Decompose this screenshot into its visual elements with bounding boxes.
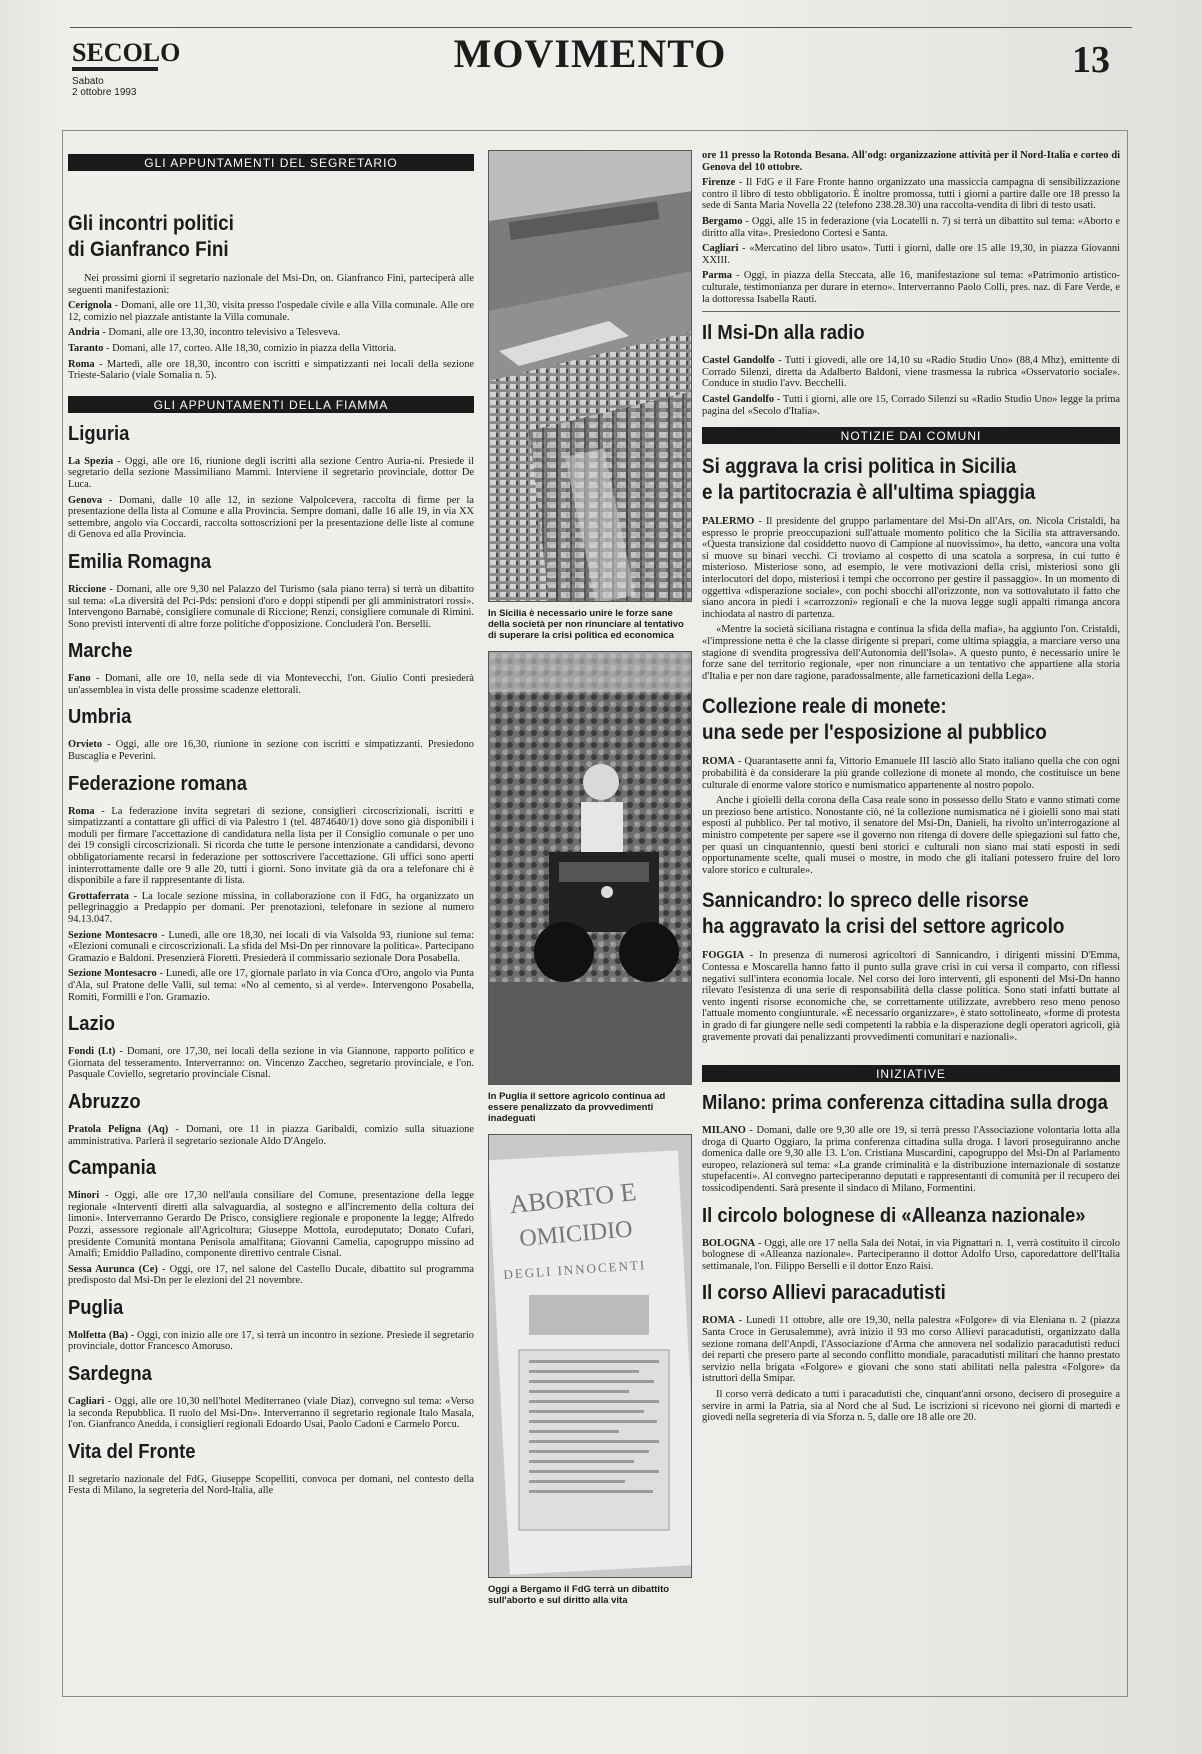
region-appointment-place: Genova [68,494,103,506]
milano-text: - Domani, dalle ore 9,30 alle ore 19, si terrà presso l'Associazione volontaria lotta alla droga di Quarto Oggiaro, la prima conferenza cittadina sulla droga. I lavori proseguiranno anche domenica dalle ore 9,30 alle 13. L'on. Cristiana Muscardini, capogruppo del Msi-Dn al Parlamento europeo, relazionerà sul tema: «La grande criminalità e la distribuzione internazionale di sostanze stupefacenti». Al convegno parteciperanno deputati e rappresentanti di comunità per il recupero dei tossicodipendenti. Sarà presente il sindaco di Milano, Formentini. [702,1125,1120,1195]
bologna-headline: Il circolo bolognese di «Alleanza nazionale» [702,1204,1086,1227]
fini-appointment-text: - Domani, alle ore 11,30, visita presso l'ospedale civile e alla Villa comunale. Alle ore 12, comizio nel piazzale antistante la Villa comunale. [68,300,474,323]
region-appointment-place: Fondi (Lt) [68,1046,116,1058]
region-appointment-text: - Domani, alle ore 9,30 nel Palazzo del Turismo (sala piano terra) si terrà un dibattito sul tema: «La diversità del Pci-Pds: pensioni d'oro e doppi stipendi per gli amministratori rossi». Intervengono Barnabè, consigliere comunale di Riccione; Renzi, consigliere comunale di Rimini. Sono previsti interventi di altre forze politiche d'opposizione. Concluderà l'on. Berselli. [68,583,474,630]
fronte-appointment-text: - Il FdG e il Fare Fronte hanno organizzato una massiccia campagna di sensibilizzazione contro il libro di testo obbligatorio. È inoltre promossa, tutti i giorni a partire dalle ore 18 presso la sede di Santa Maria Novella 22 (telefono 238.28.30) una raccolta-vendita di libri di testo usati. [702,177,1120,212]
region-appointment [68,1474,474,1497]
region-appointment [68,495,474,541]
sannicandro-dateline: FOGGIA [702,950,745,962]
region-appointment [68,806,474,887]
region-appointment [68,1190,474,1260]
region-appointment-text: - Oggi, ore 17, nel salone del Castello Ducale, dibattito sul programma predisposto dal Msi-Dn per le elezioni del 21 novembre. [68,1263,474,1287]
fini-appointment [68,359,474,382]
caption-puglia: In Puglia il settore agricolo continua ad essere penalizzato da provvedimenti inadeguati [488,1091,666,1124]
poster-line-3: DEGLI INNOCENTI [502,1257,647,1282]
region-heading: Emilia Romagna [68,550,212,573]
region-appointment-text: Il segretario nazionale del FdG, Giuseppe Scopelliti, convoca per domani, nel contesto della Festa di Milano, la segreteria del Nord-Italia, alle [68,1473,474,1497]
section-title: MOVIMENTO [453,31,727,76]
region-heading: Marche [68,640,133,663]
milano-body [702,1125,1120,1195]
sicilia-headline-line1: Si aggrava la crisi politica in Sicilia [702,455,1017,479]
fini-appointment-text: - Domani, alle 17, corteo. Alle 18,30, comizio in piazza della Vittoria. [103,342,397,354]
region-appointment [68,673,474,696]
milano-dateline: MILANO [702,1125,746,1137]
fini-appointment [68,327,474,339]
bologna-dateline: BOLOGNA [702,1237,756,1249]
sicilia-headline-line2: e la partitocrazia è all'ultima spiaggia [702,481,1036,505]
region-appointment-place: La Spezia [68,455,114,467]
region-appointment-place: Pratola Peligna (Aq) [68,1123,169,1135]
sicilia-text: - Il presidente del gruppo parlamentare del Msi-Dn all'Ars, on. Nicola Cristaldi, ha espresso le proprie preoccupazioni sull'attuale momento politico che la Sicilia sta attraversando. «Questa transizione dal cosiddetto nuovo di Campione al nuovissimo», ha detto, «ancora una volta si muove su binari vecchi. Ci troviamo al cospetto di una scatola a sorpresa, in cui tutto è misterioso. Misteriose sono, ad esempio, le vere motivazioni della crisi, misteriosi sono gli interlocutori del dopo, misteriosi i tempi che occorrono per gestire il passaggio». In un momento di oggettiva «disperazione sociale», con pochi sbocchi all'orizzonte, non va sottovalutato il fatto che siano ancora in piedi i «carrozzoni» regionali e che la nuova legge sugli appalti rimanga ancora inchiodata al nastro di partenza. [702,516,1120,620]
region-appointment-place: Minori [68,1190,100,1202]
region-appointment-place: Fano [68,673,91,685]
region-appointment [68,1330,474,1353]
region-appointment [68,456,474,491]
caption-bergamo: Oggi a Bergamo il FdG terrà un dibattito sull'aborto e sul diritto alla vita [488,1584,670,1606]
sicilia-dateline: PALERMO [702,516,755,528]
radio-item-text: - Tutti i giorni, alle ore 15, Corrado Silenzi su «Radio Studio Uno» legge la prima pagina del «Secolo d'Italia». [702,393,1120,417]
page-number: 13 [1072,39,1110,81]
region-heading: Vita del Fronte [68,1440,196,1463]
region-appointment-text: - Oggi, con inizio alle ore 17, si terrà un incontro in sezione. Presiede il segretario provinciale, dottor Francesco Amoruso. [68,1329,474,1353]
radio-item-place: Castel Gandolfo [702,393,775,405]
radio-headline: Il Msi-Dn alla radio [702,322,865,345]
fronte-appointment [702,177,1120,212]
sicilia-body-2: «Mentre la società siciliana ristagna e continua la sfida della mafia», ha aggiunto l'on. Cristaldi, «l'impressione netta è che la classe dirigente si prepari, come ultima spiaggia, a marciare verso una stagione di svendita progressiva dell'Autonomia dell'Isola». A questo punto, è necessario unire le forze sane del territorio regionale, «per non rinunciare a un tentativo che appartiene alla storia d'Italia e per non dare ragione, paradossalmente, alle farneticazioni della Lega». [702,624,1120,682]
region-appointment-text: - Oggi, alle ore 10,30 nell'hotel Mediterraneo (viale Diaz), convegno sul tema: «Verso la seconda Repubblica. Il ruolo del Msi-Dn». Interverranno il segretario regionale Italo Masala, l'on. Gianfranco Anedda, i consiglieri regionali Edoardo Usai, Paolo Cadoni e Carmelo Porcu. [68,1396,474,1431]
region-appointment [68,1264,474,1287]
region-appointment [68,584,474,630]
region-appointment [68,739,474,762]
fronte-appointment [702,243,1120,266]
region-appointment-text: - Oggi, alle ore 17,30 nell'aula consiliare del Comune, presentazione della legge regionale «Interventi diretti alla salvaguardia, al sostegno e all'incremento della coltura dei limoni». Interverranno Gerardo De Prisco, consigliere regionale e proponente la legge; Alfredo Pozzi, assessore regionale all'Agricoltura; Giuseppe Mottola, eurodeputato; Donato Cufari, presidente Comunità montana Penisola amalfitana; Giovanni Camelia, capogruppo missino ad Amalfi; Emiddio Palladino, componente direttivo centrale Cisnal. [68,1190,474,1260]
region-heading: Federazione romana [68,772,247,795]
radio-list [702,355,1120,417]
fini-list [68,300,474,382]
fini-headline-line2: di Gianfranco Fini [68,238,229,261]
region-appointment [68,1046,474,1081]
monete-dateline: ROMA [702,756,735,768]
radio-item-text: - Tutti i giovedì, alle ore 14,10 su «Radio Studio Uno» (88,4 Mhz), emittente di Corrado Silenzi, diretta da Adalberto Baldoni, viene trasmessa la rubrica «Osservatorio sociale». Conduce in studio l'avv. Becchelli. [702,355,1120,390]
regions-list [68,423,474,1497]
region-appointment-text: - Oggi, alle ore 16, riunione degli iscritti alla sezione Centro Auria-ni. Presiede il segretario della sezione Massimiliano Mammi. Interviene il segretario provinciale, dottor De Luca. [68,455,474,490]
fini-headline [68,211,474,263]
fini-appointment [68,343,474,355]
sannicandro-headline-line2: ha aggravato la crisi del settore agricolo [702,915,1065,939]
region-heading: Puglia [68,1296,124,1319]
region-appointment-place: Cagliari [68,1396,105,1408]
region-appointment-text: - Lunedì, alle ore 18,30, nei locali di via Valsolda 93, riunione sul tema: «Elezioni comunali e circoscrizionali. La sfida del Msi-Dn per rinnovare la politica». Partecipano Gramazio e Baldoni. Presenzierà Fioretti. Presiederà il commissario sezionale Dora Posabella. [68,929,474,964]
fronte-appointment [702,216,1120,239]
region-appointment-place: Riccione [68,583,107,595]
masthead-rule [70,27,1132,28]
fronte-continuation: ore 11 presso la Rotonda Besana. All'odg: organizzazione attività per il Nord-Italia e corteo di Genova del 10 ottobre. [702,150,1120,173]
monete-headline-line1: Collezione reale di monete: [702,695,947,719]
region-appointment [68,1396,474,1431]
region-appointment-text: - La locale sezione missina, in collaborazione con il FdG, ha organizzato un pellegrinaggio a Predappio per domani. Per prenotazioni, telefonare in sezione al numero 94.13.047. [68,890,474,925]
region-appointment-place: Sezione Montesacro [68,929,158,941]
fronte-appointment-place: Bergamo [702,215,743,227]
sannicandro-headline-line1: Sannicandro: lo spreco delle risorse [702,889,1029,913]
poster-image [489,1135,692,1577]
region-appointment-place: Molfetta (Ba) [68,1329,128,1341]
fini-appointment-place: Cerignola [68,300,112,312]
region-appointment-text: - Domani, ore 17,30, nei locali della sezione in via Giannone, rapporto politico e Giornata del tesseramento. Interverranno: on. Vincenzo Zaccheo, segretario provinciale, e l'on. Pasquale Coviello, segretario provinciale Cisnal. [68,1046,474,1081]
radio-item-place: Castel Gandolfo [702,355,775,367]
fini-intro: Nei prossimi giorni il segretario nazionale del Msi-Dn, on. Gianfranco Fini, parteciperà alle seguenti manifestazioni: [68,273,474,296]
brand-underline [72,67,158,71]
radio-item [702,355,1120,390]
region-heading: Abruzzo [68,1090,141,1113]
region-appointment-place: Grottaferrata [68,890,129,902]
region-appointment-place: Roma [68,805,95,817]
right-column [702,150,1120,1690]
paracadutisti-text: - Lunedì 11 ottobre, alle ore 19,30, nella palestra «Folgore» di via Eleniana n. 2 (piazza Santa Croce in Gerusalemme), avrà inizio il 93 mo corso Allievi paracadutisti, organizzato dalla sezione romana dell'Anpdi, l'Associazione d'Arma che annovera nel sodalizio paracadutisti reduci dei reparti che presero parte al secondo conflitto mondiale, paracadutisti militari che hanno prestato servizio nella brigata «Folgore» e giovani che sono stati abilitati nella palestra «Folgore» da istruttori della Smipar. [702,1315,1120,1385]
fini-appointment-place: Roma [68,358,95,370]
band-iniziative: INIZIATIVE [702,1065,1120,1082]
region-heading: Campania [68,1157,156,1180]
monete-headline [702,694,1120,746]
band-fiamma: GLI APPUNTAMENTI DELLA FIAMMA [68,396,474,413]
sicilia-headline [702,454,1120,506]
fronte-appointment-text: - «Mercatino del libro usato». Tutti i giorni, dalle ore 15 alle 19,30, in piazza Giovanni XXIII. [702,243,1120,266]
photo-bergamo-poster [488,1134,692,1578]
region-appointment-text: - La federazione invita segretari di sezione, consiglieri circoscrizionali, iscritti e simpatizzanti a contattare gli uffici di via Palestro 1 (tel. 4874640/1) dove sono già disponibili i moduli per firmare l'accettazione di candidatura nella lista per il Consiglio comunale o per uno dei 19 consigli circoscrizionali. Si ricorda che tutte le persone intenzionate a candidarsi, devono obbligatoriamente recarsi in federazione per sottoscrivere l'accettazione. Gli uffici sono aperti ininterrottamente dalle ore 9 alle 20, tutti i giorni. Sono invitate già da ora a telefonare chi è disponibile a fare il rappresentante di lista. [68,805,474,887]
region-appointment [68,968,474,1003]
sicilia-body [702,516,1120,620]
paracadutisti-headline: Il corso Allievi paracadutisti [702,1282,946,1305]
region-heading: Liguria [68,422,130,445]
fronte-appointment-text: - Oggi, alle 15 in federazione (via Locatelli n. 7) si terrà un dibattito sul tema: «Aborto e diritto alla vita». Presiedono Cortesi e Santa. [702,215,1120,239]
issue-date [72,76,137,98]
left-column [68,150,474,1690]
region-appointment-text: - Domani, alle ore 10, nella sede di via Montevecchi, l'on. Giulio Conti presiederà un'assemblea in vista delle prossime scadenze elettorali. [68,673,474,696]
band-segretario: GLI APPUNTAMENTI DEL SEGRETARIO [68,154,474,171]
sannicandro-text: - In presenza di numerosi agricoltori di Sannicandro, i dirigenti missini D'Emma, Contessa e Moscarella hanno fatto il punto sulla grave crisi in cui versa il comparto, con riflessi negativi sull'intera economia locale. Nel corso dei loro interventi, gli esponenti del Msi-Dn hanno rilevato l'esistenza di una serie di responsabilità della classe politica. Sono stati infatti buttate al vento ingenti risorse economiche che, se correttamente utilizzate, avrebbero reso meno penoso l'attuale momento congiunturale. «È necessario organizzare», è stato sottolineato, «forme di protesta in grado di far giungere nelle sedi competenti la rabbia e la disperazione degli operatori agricoli, già gravemente provati dai penalizzanti provvedimenti comunitari e nazionali». [702,950,1120,1043]
fronte-list [702,177,1120,305]
fini-headline-line1: Gli incontri politici [68,212,234,235]
newspaper-brand: SECOLO [72,38,181,67]
bologna-body [702,1238,1120,1273]
poster-line-2: OMICIDIO [518,1216,634,1253]
fini-appointment-text: - Martedì, alle ore 18,30, incontro con iscritti e simpatizzanti nei locali della sezione Trieste-Salario (viale Somalia n. 5). [68,358,474,382]
fini-appointment-place: Andria [68,327,100,339]
region-appointment-place: Orvieto [68,739,103,751]
paracadutisti-body-2: Il corso verrà dedicato a tutti i paracadutisti che, cinquant'anni orsono, decisero di proseguire a servire in armi la Patria, sia al Nord che al Sud. Le iscrizioni si ricevono nei giorni di martedì e giovedì nella segreteria di via Sforza n. 5, dalle ore 18 alle ore 20. [702,1389,1120,1424]
sannicandro-body [702,950,1120,1043]
paracadutisti-body [702,1315,1120,1385]
poster-line-1: ABORTO E [508,1177,638,1220]
fini-appointment [68,300,474,323]
monete-body [702,756,1120,791]
fronte-appointment [702,270,1120,305]
issue-weekday: Sabato [72,76,104,87]
monete-text: - Quarantasette anni fa, Vittorio Emanuele III lasciò allo Stato italiano quella che con ogni probabilità è da considerare la più grande collezione di monete al mondo, che costituisce un bene culturale di enorme valore storico e numismatico appartenente al nostro popolo. [702,756,1120,791]
tractor-image [489,652,692,1084]
middle-column [488,150,692,1690]
photo-sicily-harbor [488,150,692,602]
region-heading: Lazio [68,1013,116,1036]
region-appointment-place: Sessa Aurunca (Ce) [68,1263,158,1275]
region-heading: Sardegna [68,1363,152,1386]
monete-body-2: Anche i gioielli della corona della Casa reale sono in possesso dello Stato e vanno stimati come un prezioso bene artistico. Nonostante ciò, né la collezione numismatica né i gioielli sono mai stati esposti al pubblico. Per tal motivo, il senatore del Msi-Dn, Danieli, ha rivolto un'interrogazione al ministro competente per sapere «se il governo non ritenga di dovere delle spiegazioni sul fatto che, per quasi un cinquantennio, questi beni storici e culturali non siano mai stati esposti in sedi opportunamente scelte, quali musei o mostre, in modo che gli italiani potessero fruire del loro valore storico e culturale». [702,795,1120,876]
harbor-aerial-image [489,151,692,601]
region-appointment-place: Sezione Montesacro [68,968,157,980]
fini-appointment-place: Taranto [68,342,104,354]
issue-day: 2 ottobre 1993 [72,87,137,98]
region-appointment [68,891,474,926]
caption-sicily: In Sicilia è necessario unire le forze sane della società per non rinunciare al tentativo di superare la crisi politica ed economica [488,608,684,641]
bologna-text: - Oggi, alle ore 17 nella Sala dei Notai, in via Pignattari n. 1, verrà costituito il circolo bolognese di «Alleanza nazionale». Parteciperanno il dottor Adolfo Urso, caporedattore dell'Italia settimanale, l'on. Filippo Berselli e il dottor Enzo Raisi. [702,1237,1120,1272]
fronte-appointment-place: Cagliari [702,243,739,255]
region-appointment-text: - Oggi, alle ore 16,30, riunione in sezione con iscritti e simpatizzanti. Presiedono Buscaglia e Peverini. [68,739,474,763]
region-appointment [68,930,474,965]
paracadutisti-dateline: ROMA [702,1315,735,1327]
photo-puglia-farm [488,651,692,1085]
fini-appointment-text: - Domani, alle ore 13,30, incontro televisivo a Telesveva. [99,327,341,339]
region-appointment-text: - Domani, dalle 10 alle 12, in sezione Valpolcevera, raccolta di firme per la presentazione della lista al Comune e alla Provincia. Sempre domani, dalle 16 alle 19, in via XX settembre, angolo via Coccardi, raccolta sottoscrizioni per la presentazione delle liste al comune di Genova ed alla Provincia. [68,494,474,541]
monete-headline-line2: una sede per l'esposizione al pubblico [702,721,1047,745]
fronte-appointment-place: Firenze [702,177,736,189]
region-appointment [68,1124,474,1147]
radio-item [702,394,1120,417]
milano-headline: Milano: prima conferenza cittadina sulla droga [702,1092,1108,1115]
region-appointment-text: - Lunedì, alle ore 17, giornale parlato in via Conca d'Oro, angolo via Punta d'Ala, sul Pratone delle Valli, sul tema: «No al cemento, sì al verde». Intervengono Posabella, Romiti, Formilli e l'on. Gramazio. [68,968,474,1003]
fronte-appointment-place: Parma [702,270,733,282]
fronte-appointment-text: - Oggi, in piazza della Steccata, alle 16, manifestazione sul tema: «Patrimonio artistico-culturale, testimonianza per durare in eterno». Interverranno Paolo Colli, pres. naz. di Fare Verde, e la dottoressa Isabella Rauti. [702,270,1120,305]
region-appointment-text: - Domani, ore 11 in piazza Garibaldi, comizio sulla situazione amministrativa. Parlerà il segretario sezionale Aldo D'Angelo. [68,1123,474,1147]
sannicandro-headline [702,888,1120,940]
band-comuni: NOTIZIE DAI COMUNI [702,427,1120,444]
region-heading: Umbria [68,706,132,729]
